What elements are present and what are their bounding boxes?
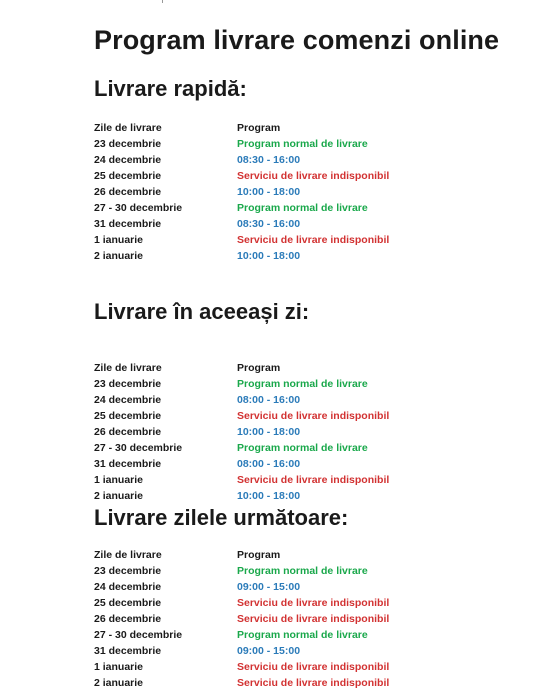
schedule-row [94,200,514,216]
delivery-day: 2 ianuarie [94,250,144,262]
schedule-row [94,248,514,264]
delivery-day: 25 decembrie [94,597,162,609]
schedule-row [94,152,514,168]
delivery-program: Serviciu de livrare indisponibil [237,661,390,673]
delivery-day: 31 decembrie [94,458,162,470]
schedule-table-livrare-zilele-urmatoare [94,547,514,691]
schedule-table-livrare-rapida [94,120,514,264]
schedule-row [94,216,514,232]
schedule-row [94,376,514,392]
delivery-day: 26 decembrie [94,426,162,438]
delivery-program: Program normal de livrare [237,378,368,390]
delivery-program: Program normal de livrare [237,565,368,577]
schedule-row [94,643,514,659]
schedule-row [94,579,514,595]
delivery-day: 27 - 30 decembrie [94,442,183,454]
delivery-program: 10:00 - 18:00 [237,490,301,502]
delivery-program: Serviciu de livrare indisponibil [237,677,390,689]
delivery-program: Program normal de livrare [237,138,368,150]
delivery-day: 26 decembrie [94,613,162,625]
schedule-row [94,472,514,488]
delivery-program: Serviciu de livrare indisponibil [237,597,390,609]
column-header-day: Zile de livrare [94,549,162,561]
schedule-row [94,595,514,611]
delivery-day: 23 decembrie [94,138,162,150]
column-header-day: Zile de livrare [94,122,162,134]
schedule-row [94,168,514,184]
delivery-day: 31 decembrie [94,218,162,230]
delivery-day: 2 ianuarie [94,677,144,689]
schedule-row [94,232,514,248]
schedule-row [94,627,514,643]
delivery-day: 31 decembrie [94,645,162,657]
column-header-day: Zile de livrare [94,362,162,374]
delivery-program: Program normal de livrare [237,629,368,641]
schedule-row [94,136,514,152]
schedule-header-row [94,120,514,136]
delivery-program: Serviciu de livrare indisponibil [237,170,390,182]
section-heading-livrare-zilele-urmatoare: Livrare zilele următoare: [94,505,349,530]
delivery-day: 23 decembrie [94,378,162,390]
column-header-program: Program [237,362,281,374]
delivery-day: 1 ianuarie [94,661,144,673]
schedule-row [94,611,514,627]
delivery-program: 10:00 - 18:00 [237,186,301,198]
section-heading-livrare-rapida: Livrare rapidă: [94,76,247,101]
delivery-program: 09:00 - 15:00 [237,581,301,593]
delivery-program: Serviciu de livrare indisponibil [237,474,390,486]
delivery-day: 23 decembrie [94,565,162,577]
delivery-day: 27 - 30 decembrie [94,629,183,641]
schedule-row [94,456,514,472]
delivery-day: 1 ianuarie [94,474,144,486]
delivery-program: Program normal de livrare [237,202,368,214]
section-heading-livrare-aceeasi-zi: Livrare în aceeași zi: [94,299,310,324]
delivery-program: Serviciu de livrare indisponibil [237,613,390,625]
delivery-day: 24 decembrie [94,394,162,406]
schedule-table-livrare-aceeasi-zi [94,360,514,504]
scrollbar-tick [162,0,163,3]
delivery-program: 08:00 - 16:00 [237,458,301,470]
delivery-program: 08:00 - 16:00 [237,394,301,406]
delivery-program: 10:00 - 18:00 [237,250,301,262]
delivery-program: Program normal de livrare [237,442,368,454]
schedule-header-row [94,547,514,563]
schedule-row [94,488,514,504]
schedule-row [94,184,514,200]
delivery-day: 24 decembrie [94,581,162,593]
schedule-row [94,424,514,440]
delivery-day: 27 - 30 decembrie [94,202,183,214]
schedule-row [94,408,514,424]
delivery-program: Serviciu de livrare indisponibil [237,234,390,246]
schedule-row [94,659,514,675]
delivery-program: 08:30 - 16:00 [237,154,301,166]
schedule-row [94,675,514,691]
delivery-program: 09:00 - 15:00 [237,645,301,657]
delivery-day: 1 ianuarie [94,234,144,246]
column-header-program: Program [237,122,281,134]
delivery-program: Serviciu de livrare indisponibil [237,410,390,422]
delivery-day: 24 decembrie [94,154,162,166]
delivery-day: 2 ianuarie [94,490,144,502]
delivery-program: 10:00 - 18:00 [237,426,301,438]
page-title: Program livrare comenzi online [94,25,500,55]
schedule-row [94,440,514,456]
schedule-header-row [94,360,514,376]
delivery-program: 08:30 - 16:00 [237,218,301,230]
delivery-day: 26 decembrie [94,186,162,198]
column-header-program: Program [237,549,281,561]
delivery-day: 25 decembrie [94,410,162,422]
delivery-day: 25 decembrie [94,170,162,182]
schedule-row [94,392,514,408]
schedule-row [94,563,514,579]
